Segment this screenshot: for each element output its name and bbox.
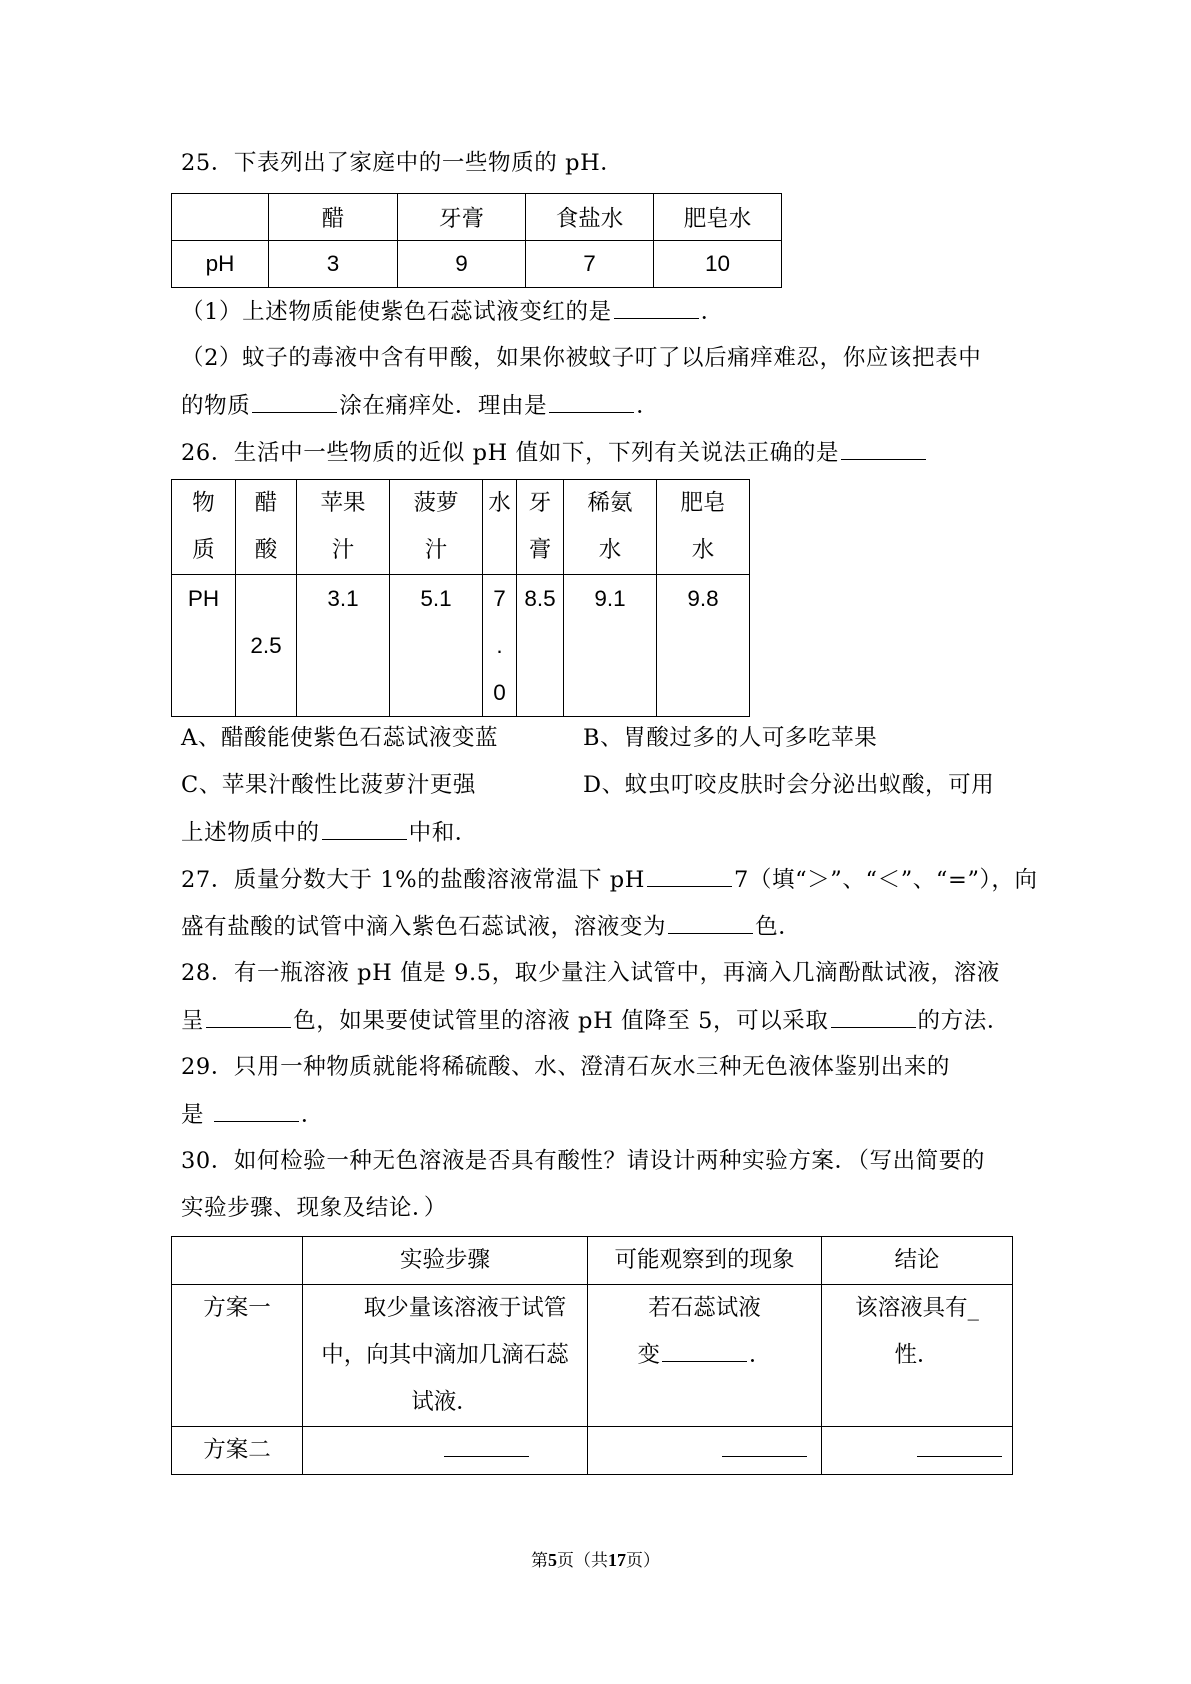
table-cell: 9.8 [657,575,750,717]
q25-part2-line2: 的物质 涂在痛痒处．理由是 ． [181,390,659,421]
q26-option-b: B、胃酸过多的人可多吃苹果 [583,725,878,751]
answer-blank[interactable] [662,1339,747,1362]
page-footer: 第5页（共17页） [531,1550,660,1571]
q26-option-d-cont: 上述物质中的 中和． [181,817,478,848]
answer-blank[interactable] [668,911,753,934]
q29-line1: 29．只用一种物质就能将稀硫酸、水、澄清石灰水三种无色液体鉴别出来的 [181,1054,951,1080]
answer-blank[interactable] [252,390,337,413]
table-cell: PH [172,575,236,717]
table-cell: 9.1 [564,575,657,717]
q30-line2: 实验步骤、现象及结论．） [181,1195,447,1221]
q26-stem: 26．生活中一些物质的近似 pH 值如下，下列有关说法正确的是 [181,437,928,468]
table-header: 水 [483,480,517,575]
answer-blank[interactable] [917,1434,1002,1457]
table-cell [822,1427,1013,1475]
answer-blank[interactable] [444,1434,529,1457]
table-cell: 若石蕊试液 变 ． [588,1285,822,1427]
table-cell: 10 [654,241,782,288]
table-cell [588,1427,822,1475]
q25-part2-line1: （2）蚊子的毒液中含有甲酸，如果你被蚊子叮了以后痛痒难忍，你应该把表中 [181,345,982,371]
q26-option-c: C、苹果汁酸性比菠萝汁更强 [181,772,477,798]
table-header: 醋 酸 [236,480,297,575]
table-header: 牙 膏 [517,480,564,575]
table-header: 可能观察到的现象 [588,1237,822,1285]
table-cell: 8.5 [517,575,564,717]
table-row [172,1285,1013,1427]
table-row [172,1427,1013,1475]
answer-blank[interactable] [214,1099,299,1122]
table-cell [303,1427,588,1475]
table-header: 苹果 汁 [297,480,390,575]
q26-ph-table [171,479,750,717]
table-cell: 7 [526,241,654,288]
table-header: 食盐水 [526,194,654,241]
answer-blank[interactable] [647,864,732,887]
answer-blank[interactable] [322,817,407,840]
answer-blank[interactable] [549,390,634,413]
table-cell: pH [172,241,269,288]
table-cell [172,1237,303,1285]
table-header: 醋 [269,194,398,241]
answer-blank[interactable] [206,1005,291,1028]
table-cell: 5.1 [390,575,483,717]
answer-blank[interactable] [614,296,699,319]
table-cell: 方案一 [172,1285,303,1427]
q29-line2: 是 ． [181,1099,324,1130]
table-row [172,241,782,288]
table-row [172,575,750,717]
table-header: 肥皂水 [654,194,782,241]
table-header: 菠萝 汁 [390,480,483,575]
q26-option-d: D、蚊虫叮咬皮肤时会分泌出蚁酸，可用 [583,772,995,798]
q25-ph-table [171,193,782,288]
table-cell: 取少量该溶液于试管 中，向其中滴加几滴石蕊 试液． [303,1285,588,1427]
q30-line1: 30．如何检验一种无色溶液是否具有酸性？请设计两种实验方案．（写出简要的 [181,1148,985,1174]
q27-line1: 27．质量分数大于 1%的盐酸溶液常温下 pH 7（填“＞”、“＜”、“=”），向 [181,864,1038,895]
table-header: 牙膏 [398,194,526,241]
table-cell: 2.5 [236,575,297,717]
table-row [172,1237,1013,1285]
table-header: 稀氨 水 [564,480,657,575]
answer-blank[interactable] [722,1434,807,1457]
table-cell: 9 [398,241,526,288]
table-header: 肥皂 水 [657,480,750,575]
q26-option-a: A、醋酸能使紫色石蕊试液变蓝 [181,725,499,751]
q30-plan-table [171,1236,1013,1475]
table-header: 物 质 [172,480,236,575]
table-header: 结论 [822,1237,1013,1285]
answer-blank[interactable] [831,1005,916,1028]
table-cell [172,194,269,241]
table-cell: 7 . 0 [483,575,517,717]
table-row [172,480,750,575]
q27-line2: 盛有盐酸的试管中滴入紫色石蕊试液，溶液变为 色． [181,911,801,942]
q28-line1: 28．有一瓶溶液 pH 值是 9.5，取少量注入试管中，再滴入几滴酚酞试液，溶液 [181,960,1000,986]
table-cell: 3 [269,241,398,288]
q25-stem: 25．下表列出了家庭中的一些物质的 pH． [181,150,624,176]
table-cell: 3.1 [297,575,390,717]
table-cell: 方案二 [172,1427,303,1475]
q25-part1: （1）上述物质能使紫色石蕊试液变红的是 ． [181,296,724,327]
table-cell: 该溶液具有_ 性． [822,1285,1013,1427]
answer-blank[interactable] [841,437,926,460]
q28-line2: 呈 色，如果要使试管里的溶液 pH 值降至 5，可以采取 的方法． [181,1005,1010,1036]
table-header: 实验步骤 [303,1237,588,1285]
table-row [172,194,782,241]
